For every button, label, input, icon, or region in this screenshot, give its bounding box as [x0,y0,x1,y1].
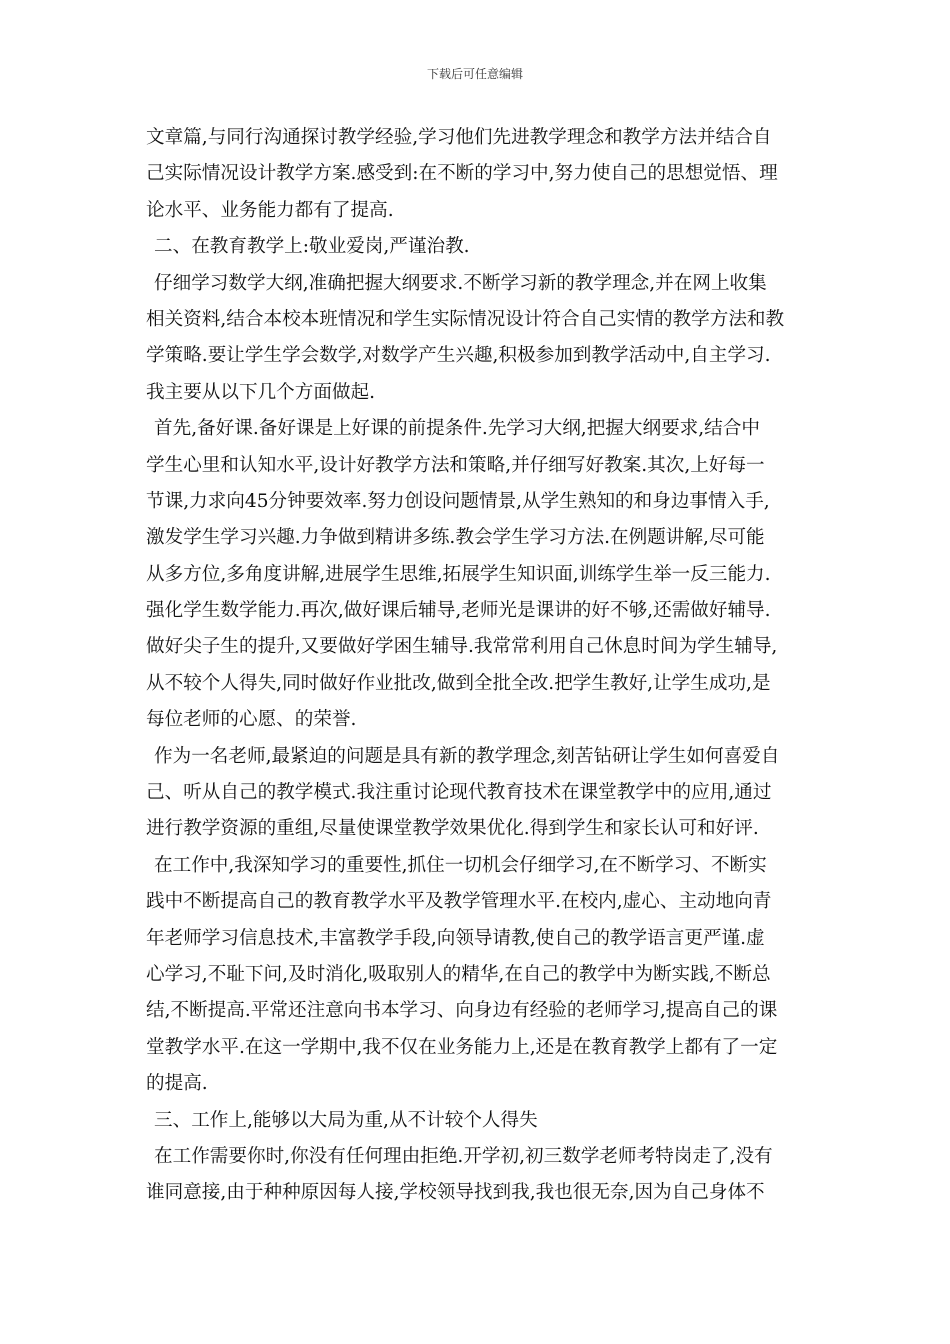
text-line: 践中不断提高自己的教育教学水平及教学管理水平.在校内,虚心、主动地向青 [146,891,772,913]
text-line: 己、听从自己的教学模式.我注重讨论现代教育技术在课堂教学中的应用,通过 [146,782,772,804]
text-line: 从不较个人得失,同时做好作业批改,做到全批全改.把学生教好,让学生成功,是 [146,672,771,694]
paragraph-start: 作为一名老师,最紧迫的问题是具有新的教学理念,刻苦钻研让学生如何喜爱自 [154,745,780,767]
section-heading-3: 三、工作上,能够以大局为重,从不计较个人得失 [154,1109,538,1131]
text-line: 心学习,不耻下问,及时消化,吸取别人的精华,在自己的教学中为断实践,不断总 [146,963,771,985]
text-line: 做好尖子生的提升,又要做好学困生辅导.我常常利用自己休息时间为学生辅导, [146,636,778,658]
document-body [146,120,806,1212]
page-header: 下载后可任意编辑 [426,67,523,81]
text-line: 学生心里和认知水平,设计好教学方法和策略,并仔细写好教案.其次,上好每一 [146,454,765,476]
text-line: 学策略.要让学生学会数学,对数学产生兴趣,积极参加到教学活动中,自主学习. [146,345,771,367]
text-line: 的提高. [146,1073,208,1095]
text-line: 从多方位,多角度讲解,进展学生思维,拓展学生知识面,训练学生举一反三能力. [146,563,771,585]
paragraph-start: 在工作中,我深知学习的重要性,抓住一切机会仔细学习,在不断学习、不断实 [154,854,767,876]
text-line: 文章篇,与同行沟通探讨教学经验,学习他们先进教学理念和教学方法并结合自 [146,127,772,148]
text-line: 进行教学资源的重组,尽量使课堂教学效果优化.得到学生和家长认可和好评. [146,818,759,840]
text-line: 结,不断提高.平常还注意向书本学习、向身边有经验的老师学习,提高自己的课 [146,1000,778,1022]
paragraph-start: 仔细学习数学大纲,准确把握大纲要求.不断学习新的教学理念,并在网上收集 [154,272,767,294]
text-line: 堂教学水平.在这一学期中,我不仅在业务能力上,还是在教育教学上都有了一定 [146,1036,778,1058]
text-line: 年老师学习信息技术,丰富教学手段,向领导请教,使自己的教学语言更严谨.虚 [146,927,765,949]
text-line: 激发学生学习兴趣.力争做到精讲多练.教会学生学习方法.在例题讲解,尽可能 [146,527,765,549]
text-line: 节课,力求向45分钟要效率.努力创设问题情景,从学生熟知的和身边事情入手, [146,490,770,512]
text-line: 谁同意接,由于种种原因每人接,学校领导找到我,我也很无奈,因为自己身体不 [146,1182,765,1204]
text-line: 每位老师的心愿、的荣誉. [146,709,357,731]
paragraph-start: 首先,备好课.备好课是上好课的前提条件.先学习大纲,把握大纲要求,结合中 [154,418,760,440]
text-line: 相关资料,结合本校本班情况和学生实际情况设计符合自己实情的教学方法和教 [146,308,785,330]
section-heading-2: 二、在教育教学上:敬业爱岗,严谨治教. [154,236,470,258]
paragraph-start: 在工作需要你时,你没有任何理由拒绝.开学初,初三数学老师考特岗走了,没有 [154,1145,773,1167]
text-line: 论水平、业务能力都有了提高. [146,199,394,221]
text-line: 强化学生数学能力.再次,做好课后辅导,老师光是课讲的好不够,还需做好辅导. [146,600,771,622]
text-line: 己实际情况设计教学方案.感受到:在不断的学习中,努力使自己的思想觉悟、理 [146,163,778,185]
text-line: 我主要从以下几个方面做起. [146,381,376,403]
